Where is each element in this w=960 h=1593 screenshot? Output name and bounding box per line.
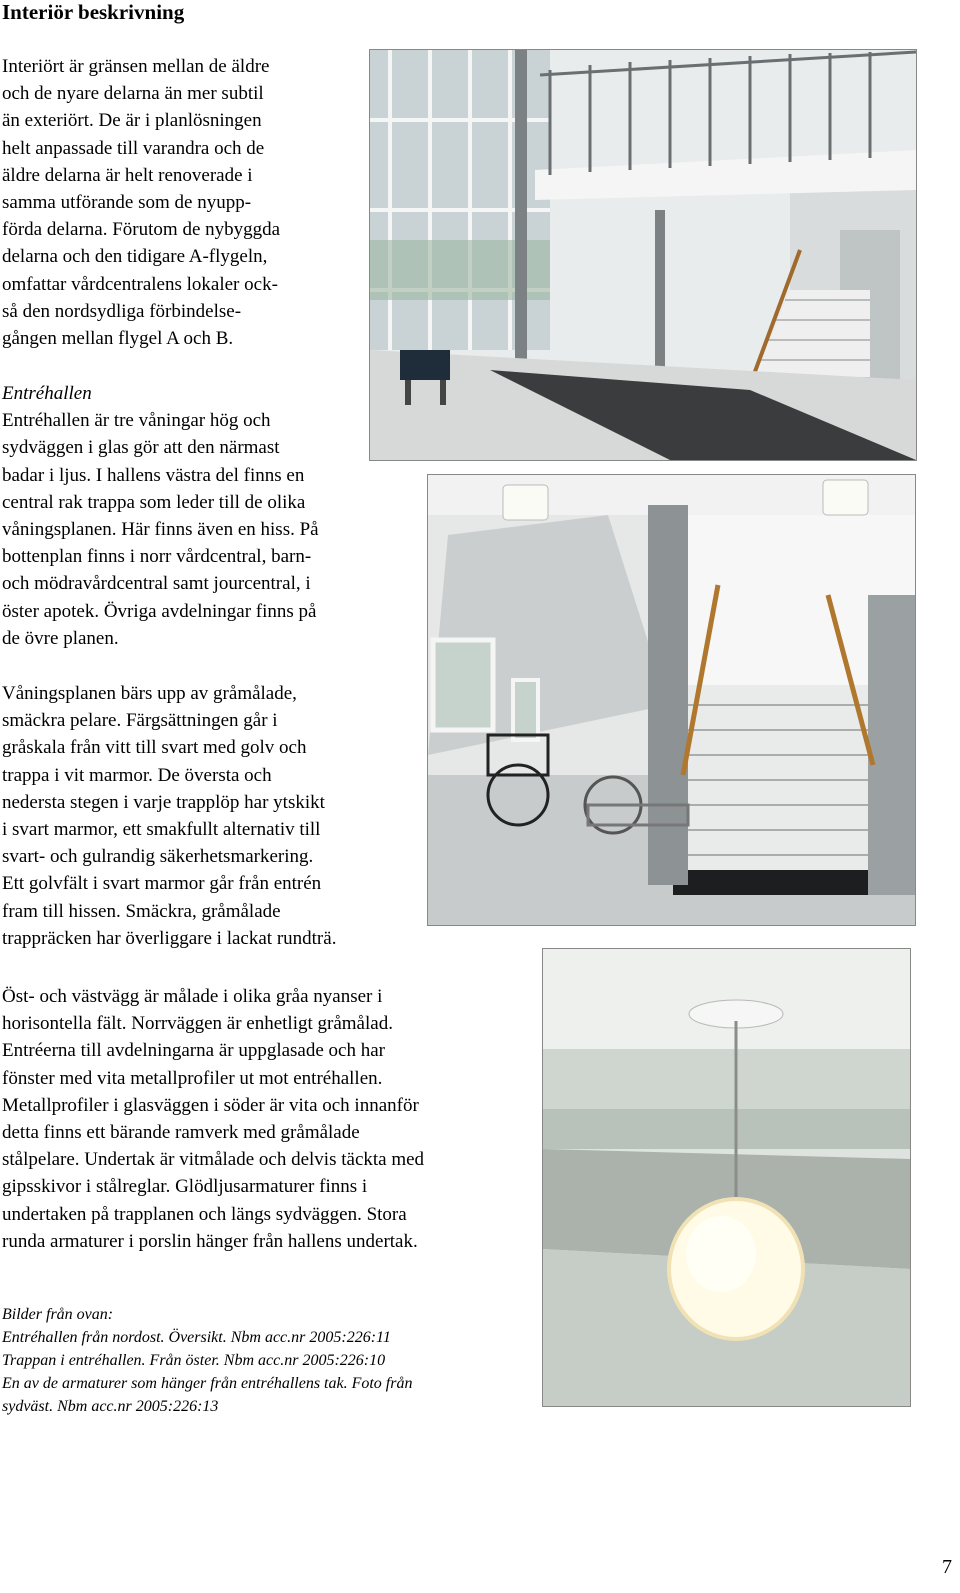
entrance-hall-section	[2, 380, 319, 652]
pendant-lamp-photo	[542, 948, 911, 1407]
photo-captions: Bilder från ovan: Entréhallen från nordost. Översikt. Nbm acc.nr 2005:226:11 Trappan i entréhallen. Från öster. Nbm acc.nr 2005:226:10 En av de armaturer som hänger från entréhallens tak. Foto från sydväst. Nbm acc.nr 2005:226:13	[2, 1306, 413, 1415]
staircase-illustration	[428, 475, 915, 925]
entrance-hall-photo	[369, 49, 917, 461]
entrance-hall-illustration	[370, 50, 916, 460]
entrance-hall-subheading: Entréhallen	[2, 383, 92, 404]
staircase-photo	[427, 474, 916, 926]
pendant-lamp-illustration	[543, 949, 910, 1406]
page-number: 7	[942, 1556, 952, 1578]
intro-paragraph: Interiört är gränsen mellan de äldre och de nyare delarna än mer subtil än exteriört. De är i planlösningen helt anpassade till varandra och de äldre delarna är helt renoverade i samma utförande som de nyupp- förda delarna. Förutom de nybyggda delarna och den tidigare A-flygeln, omfattar vårdcentralens lokaler ock- så den nordsydliga förbindelse- gången mellan flygel A och B.	[2, 56, 281, 350]
walls-paragraph: Öst- och västvägg är målade i olika gråa nyanser i horisontella fält. Norrväggen är enhetligt gråmålad. Entréerna till avdelningarna är uppglasade och har fönster med vita metallprofiler ut mot entréhallen. Metallprofiler i glasväggen i söder är vita och innanför detta finns ett bärande ramverk med gråmålade stålpelare. Undertak är vitmålade och delvis täckta med gipsskivor i stålreglar. Glödljusarmaturer finns i undertaken på trapplanen och längs sydväggen. Stora runda armaturer i porslin hänger från hallens undertak.	[2, 986, 425, 1252]
entrance-hall-paragraph: Entréhallen är tre våningar hög och sydväggen i glas gör att den närmast badar i ljus. I hallens västra del finns en central rak trappa som leder till de olika våningsplanen. Här finns även en hiss. På bottenplan finns i norr vårdcentral, barn- och mödravårdcentral samt jourcentral, i öster apotek. Övriga avdelningar finns på de övre planen.	[2, 410, 319, 649]
page-heading: Interiör beskrivning	[2, 0, 185, 24]
floor-levels-paragraph: Våningsplanen bärs upp av gråmålade, smäckra pelare. Färgsättningen går i gråskala från vitt till svart med golv och trappa i vit marmor. De översta och nedersta stegen i varje trapplöp har ytskikt i svart marmor, ett smakfullt alternativ till svart- och gulrandig säkerhetsmarkering. Ett golvfält i svart marmor går från entrén fram till hissen. Smäckra, gråmålade trappräcken har överliggare i lackat rundträ.	[2, 683, 337, 949]
